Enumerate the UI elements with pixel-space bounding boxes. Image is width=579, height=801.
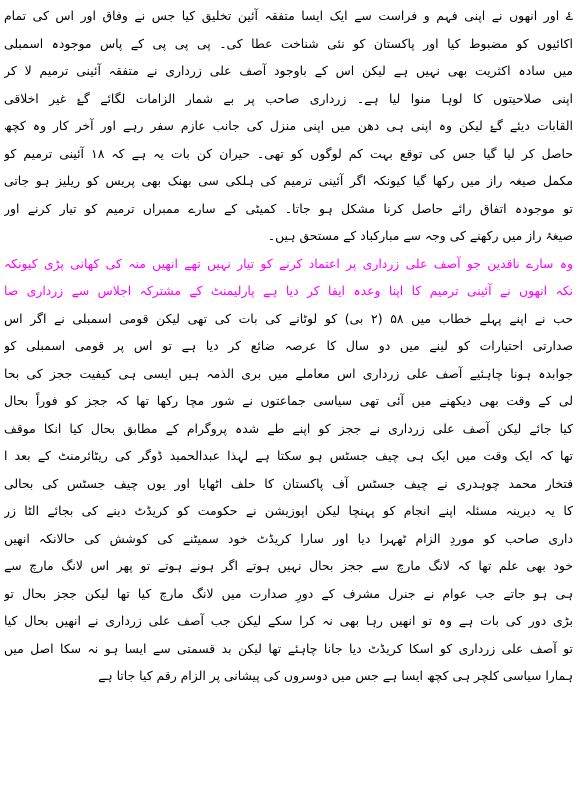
text-line: خود بھی علم تھا کہ لانگ مارچ سے ججز بحال نہیں ہوتے اگر ہونے ہوتے تو پھر اس لانگ مارچ سے <box>4 558 573 573</box>
text-line: حاصل کر لیا گیا جس کی توقع بہت کم لوگوں کو تھی۔ حیران کن بات یہ ہے کہ ۱۸ آئینی ترمیم کو <box>4 145 573 161</box>
text-line: اپنی صلاحیتوں کا لوہا منوا لیا ہے۔ زرداری صاحب پر بے شمار الزامات لگائے گۓ غیر اخلاقی <box>4 90 573 106</box>
text-line: حب نے اپنے پہلے خطاب میں ۵۸ (۲ بی) کو لوٹانے کی بات کی تھی لیکن قومی اسمبلی نے اگر اس <box>4 310 573 326</box>
text-line: میں سادہ اکثریت بھی نہیں ہے لیکن اس کے باوجود آصف علی زرداری نے متفقہ آئینی ترمیم لا کر <box>4 63 573 78</box>
text-line: جوابدہ ہونا چاہئیے آصف علی زرداری اس معاملے میں بری الذمہ ہیں ایسی ہی کیفیت ججز کی بحا <box>4 365 573 381</box>
text-line: ہمارا سیاسی کلچر ہی کچھ ایسا ہے جس میں دوسروں کی پیشانی پر الزام رقم کیا جاتا ہے <box>98 668 573 683</box>
text-line: لی کے وقت بھی دیکھنے میں آئی تھی سیاسی جماعتوں نے شور مچا رکھا تھا کہ ججز کو فوراً بحال <box>4 393 573 408</box>
text-line: تو آصف علی زرداری کو اسکا کریڈٹ دیا جانا چاہئے تھا لیکن بد قسمتی سے ایسا ہو نہ سکا اصل میں <box>4 640 573 656</box>
text-line: مکمل صیغہ راز میں رکھا گیا کیونکہ اگر آئینی ترمیم کی ہلکی سی بھنک بھی پریس کو ریلیز ہو جاتی <box>4 173 573 188</box>
text-line: ۓ اور انھوں نے اپنی فہم و فراست سے ایک ایسا متفقہ آئین تخلیق کیا جس نے وفاق اور اس کی تمام <box>4 8 573 23</box>
paragraph-3 <box>4 305 573 690</box>
text-line: تو موجودہ اتفاق رائے حاصل کرنا مشکل ہو جاتا۔ کمیٹی کے سارے ممبراں ترمیم کو تیار کرنے اور <box>4 200 573 216</box>
text-line: فتخار محمد چوہدری نے چیف جسٹس آف پاکستان کا حلف اٹھایا اور یوں چیف جسٹس کی بحالی <box>4 475 573 491</box>
text-line: صدارتی احتیارات کو لینے میں دو سال کا عرصہ ضائع کر دیا ہے تو اس پر قومی اسمبلی کو <box>4 338 573 353</box>
article-text <box>4 2 573 690</box>
text-line: تھا کہ ایک وقت میں ایک ہی چیف جسٹس ہو سکتا ہے لہذا عبدالحمید ڈوگر کی ریٹائرمنٹ کے بعد ا <box>4 448 573 463</box>
text-line: ہی ہو جاتے جب عوام نے جنرل مشرف کے دورِ صدارت میں لانگ مارچ کیا تھا لیکن ججز بحال تو <box>4 585 573 601</box>
text-line: القابات دیئے گۓ لیکن وہ اپنی ہی دھن میں اپنی منزل کی جانب عازم سفر رہے اور آخر کار وہ کچھ <box>4 118 573 133</box>
text-line: بڑی دور کی بات ہے وہ تو انھیں رہا بھی نہ کرا سکے لیکن جب آصف علی زرداری نے انھیں بحال کیا <box>4 613 573 628</box>
text-line: اکائیوں کو مضبوط کیا اور پاکستان کو نئی شناخت عطا کی۔ پی پی پی کے پاس موجودہ اسمبلی <box>4 35 573 51</box>
paragraph-2-highlighted <box>4 250 573 305</box>
text-line: داری صاحب کو موردِ الزام ٹھہرا دیا اور سارا کریڈٹ خود سمیٹنے کی کوشش کی حالانکہ انھیں <box>4 530 573 546</box>
text-line: کا یہ دیرینہ مسئلہ اپنے انجام کو پہنچا لیکن اپوزیشن نے حکومت کو کریڈٹ دینے کی بجائے الٹا زر <box>4 503 573 518</box>
paragraph-1 <box>4 2 573 250</box>
text-line: کیا جائے لیکن آصف علی زرداری نے ججز کو اپنے طے شدہ پروگرام کے مطابق بحال کیا انکا موقف <box>4 420 573 436</box>
highlighted-text-line: وہ سارے ناقدین جو آصف علی زرداری پر اعتماد کرنے کو تیار نہیں تھے انھیں منہ کی کھانی پڑی کیونکہ <box>4 255 573 271</box>
text-line: صیغۂ راز میں رکھنے کی وجہ سے مبارکباد کے مستحق ہیں۔ <box>267 228 573 243</box>
highlighted-text-line: نکہ انھوں نے آئینی ترمیم کا اپنا وعدہ ایفا کر دیا ہے پارلیمنٹ کے مشترکہ اجلاس سے زرداری صا <box>4 283 573 298</box>
